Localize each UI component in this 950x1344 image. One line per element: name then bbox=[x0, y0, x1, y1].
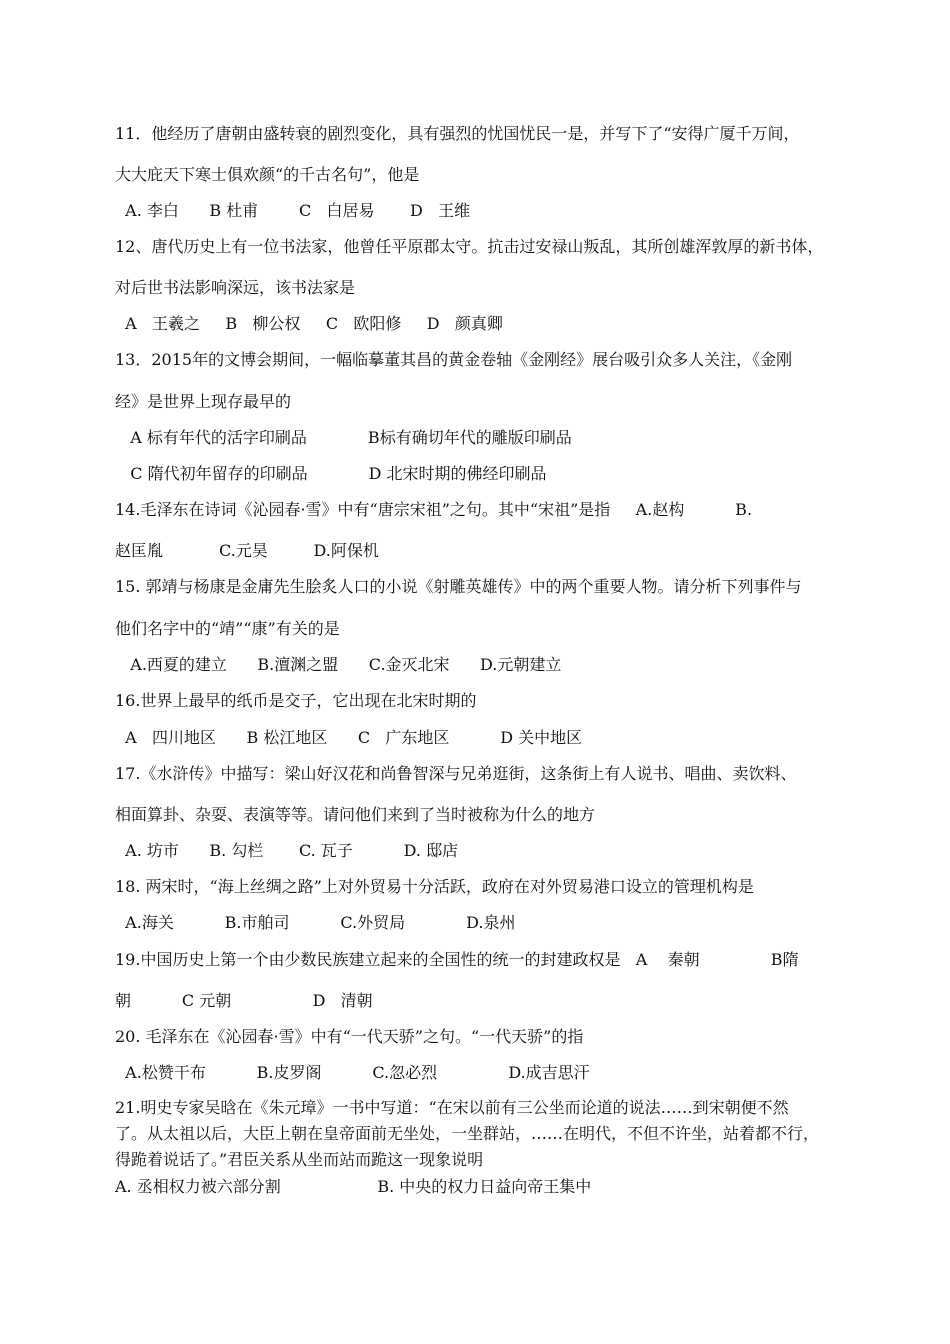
q16-options: A 四川地区 B 松江地区 C 广东地区 D 关中地区 bbox=[115, 728, 583, 747]
q15-stem-line2: 他们名字中的“靖”“康”有关的是 bbox=[115, 619, 340, 638]
q20-options: A.松赞干布 B.皮罗阁 C.忽必烈 D.成吉思汗 bbox=[115, 1063, 590, 1082]
q21-options: A. 丞相权力被六部分割 B. 中央的权力日益向帝王集中 bbox=[115, 1177, 592, 1196]
q18-options: A.海关 B.市舶司 C.外贸局 D.泉州 bbox=[115, 913, 516, 932]
q21-stem-line3: 得跪着说话了。”君臣关系从坐而站而跪这一现象说明 bbox=[115, 1150, 484, 1169]
q12-stem-line1: 12、唐代历史上有一位书法家，他曾任平原郡太守。抗击过安禄山叛乱，其所创雄浑敦厚的新书体， bbox=[115, 237, 824, 256]
q12-options: A 王羲之 B 柳公权 C 欧阳修 D 颜真卿 bbox=[115, 314, 503, 333]
q12-stem-line2: 对后世书法影响深远，该书法家是 bbox=[115, 278, 356, 297]
q13-options-row1: A 标有年代的活字印刷品 B标有确切年代的雕版印刷品 bbox=[115, 428, 572, 447]
q19-stem-line2: 朝 C 元朝 D 清朝 bbox=[115, 991, 373, 1010]
q16-stem: 16.世界上最早的纸币是交子，它出现在北宋时期的 bbox=[115, 691, 477, 710]
q17-stem-line1: 17.《水浒传》中描写：梁山好汉花和尚鲁智深与兄弟逛街，这条街上有人说书、唱曲、卖饮料、 bbox=[115, 764, 797, 783]
q21-stem-line1: 21.明史专家吴晗在《朱元璋》一书中写道：“在宋以前有三公坐而论道的说法……到宋朝便不然 bbox=[115, 1098, 789, 1117]
q13-stem-line2: 经》是世界上现存最早的 bbox=[115, 392, 292, 411]
q14-stem-line2: 赵匡胤 C.元昊 D.阿保机 bbox=[115, 541, 379, 560]
q13-stem-line1: 13．2015年的文博会期间，一幅临摹董其昌的黄金卷轴《金刚经》展台吸引众多人关注，《金刚 bbox=[115, 350, 793, 369]
q15-options: A.西夏的建立 B.澶渊之盟 C.金灭北宋 D.元朝建立 bbox=[115, 655, 562, 674]
q18-stem: 18. 两宋时，“海上丝绸之路”上对外贸易十分活跃，政府在对外贸易港口设立的管理机构是 bbox=[115, 877, 754, 896]
q17-stem-line2: 相面算卦、杂耍、表演等等。请问他们来到了当时被称为什么的地方 bbox=[115, 805, 596, 824]
q13-options-row2: C 隋代初年留存的印刷品 D 北宋时期的佛经印刷品 bbox=[115, 464, 547, 483]
q21-stem-line2: 了。从太祖以后，大臣上朝在皇帝面前无坐处，一坐群站，……在明代，不但不许坐，站着都不行， bbox=[115, 1124, 820, 1143]
q14-stem-line1: 14.毛泽东在诗词《沁园春·雪》中有“唐宗宋祖”之句。其中“宋祖”是指 A.赵构 B. bbox=[115, 500, 753, 519]
q17-options: A. 坊市 B. 勾栏 C. 瓦子 D. 邸店 bbox=[115, 841, 459, 860]
q19-stem-line1: 19.中国历史上第一个由少数民族建立起来的全国性的统一的封建政权是 A 秦朝 B隋 bbox=[115, 950, 799, 969]
q11-stem-line2: 大大庇天下寒士俱欢颜“的千古名句”，他是 bbox=[115, 165, 420, 184]
q11-options: A. 李白 B 杜甫 C 白居易 D 王维 bbox=[115, 201, 471, 220]
q11-stem-line1: 11．他经历了唐朝由盛转衰的剧烈变化，具有强烈的忧国忧民一是，并写下了“安得广厦千万间， bbox=[115, 124, 800, 143]
q15-stem-line1: 15. 郭靖与杨康是金庸先生脍炙人口的小说《射雕英雄传》中的两个重要人物。请分析下列事件与 bbox=[115, 577, 802, 596]
q20-stem: 20. 毛泽东在《沁园春·雪》中有“一代天骄”之句。“一代天骄”的指 bbox=[115, 1027, 584, 1046]
